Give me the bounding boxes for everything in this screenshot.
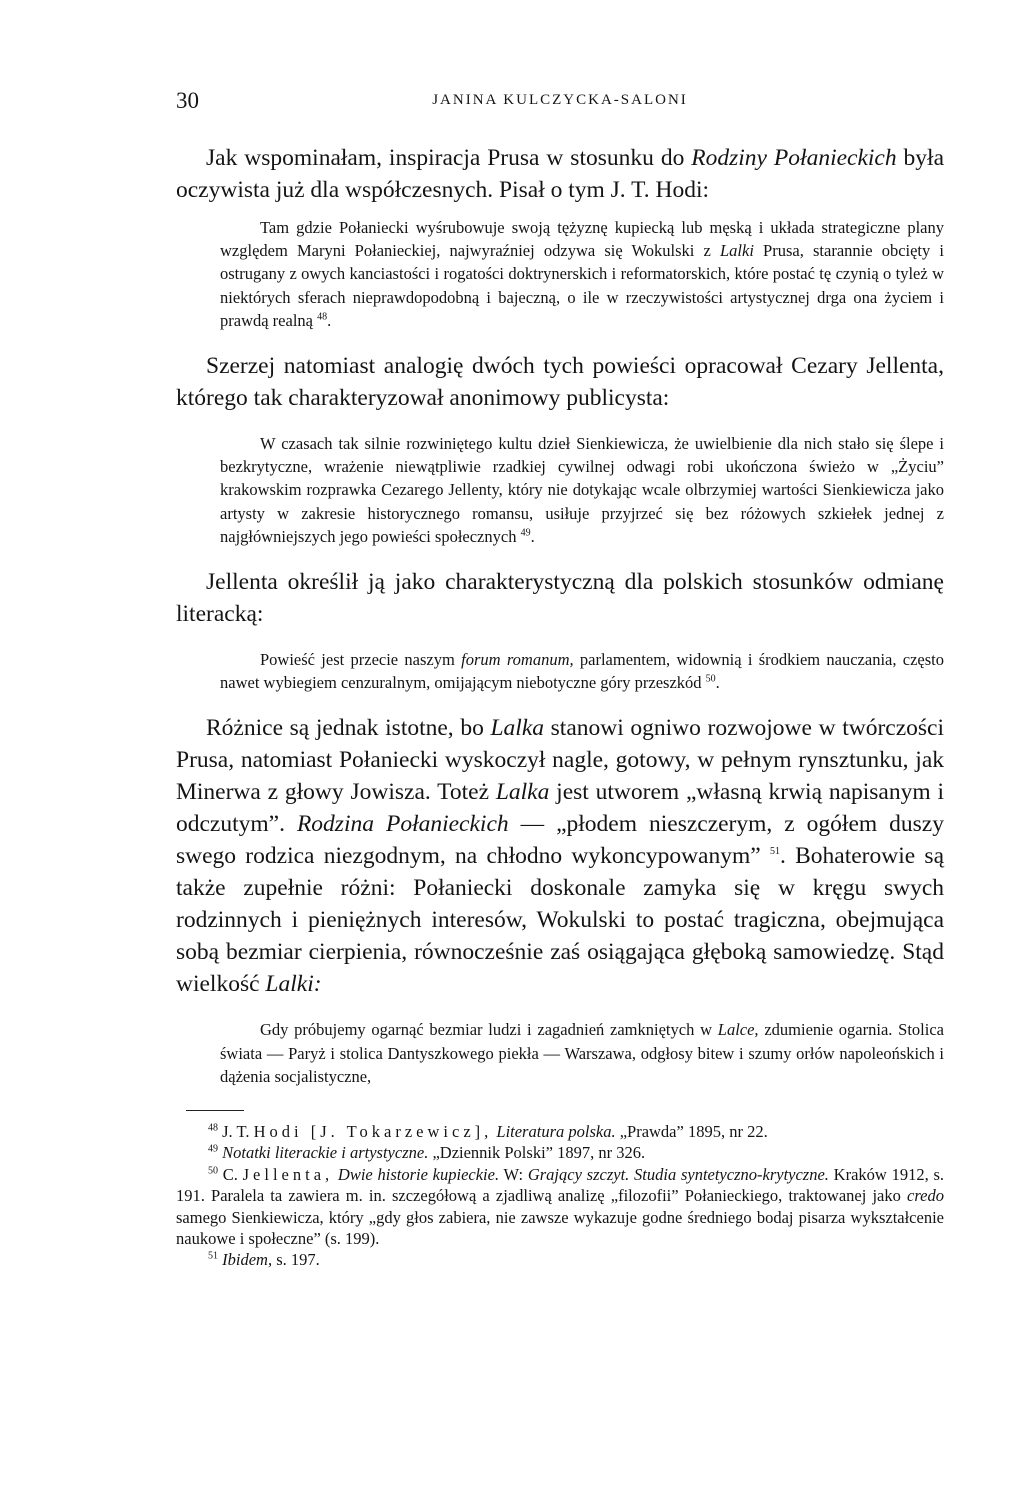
text-run: — „płodem nieszczerym, z ogółem duszy swego rodzica niezgodnym, na chłodno wykoncypowanym” [176, 811, 944, 870]
title-lalki: Lalki: [265, 971, 322, 998]
block-quote-3 [176, 648, 944, 694]
term-forum-romanum: forum romanum, [461, 650, 574, 670]
text-run: Tam gdzie Połaniecki wyśrubowuje swoją tężyznę kupiecką lub męską i układa strategiczne plany względem Maryni Połanieckiej, najwyraźniej odzywa się Wokulski z [220, 218, 944, 261]
footnotes [176, 1110, 944, 1271]
title-lalce: Lalce, [717, 1020, 759, 1040]
footnote-51 [176, 1249, 944, 1270]
text-run: . [715, 673, 720, 693]
block-quote-2 [176, 432, 944, 548]
title-lalki: Lalki [719, 241, 754, 261]
footnote-number: 51 [208, 1250, 218, 1262]
paragraph-2: Szerzej natomiast analogię dwóch tych powieści opracował Cezary Jellenta, którego tak charakteryzował anonimowy publicysta: [176, 353, 944, 412]
text-run: C. [218, 1164, 243, 1184]
block-quote-4 [176, 1018, 944, 1088]
page-number: 30 [176, 88, 199, 113]
footnote-ref-51[interactable]: 51 [769, 846, 780, 858]
work-title: Grający szczyt. Studia syntetyczno-krytyczne. [527, 1164, 829, 1184]
text-run: Gdy próbujemy ogarnąć bezmiar ludzi i zagadnień zamkniętych w [260, 1020, 718, 1040]
text-run: Różnice są jednak istotne, bo [206, 715, 491, 742]
text-run: Jak wspominałam, inspiracja Prusa w stosunku do [206, 145, 692, 171]
text-run: jest utworem „własną krwią napisanym i odczutym”. [176, 779, 944, 838]
term-credo: credo [907, 1186, 944, 1206]
text-run: stanowi ogniwo rozwojowe w twórczości Prusa, natomiast Połaniecki wyskoczył nagle, gotowy, w pełnym rynsztunku, jak Minerwa z głowy Jowisza. Toteż [176, 715, 944, 806]
title-rodzina: Rodzina Połanieckich [296, 811, 509, 838]
author-name: Jellenta, [242, 1164, 334, 1184]
paragraph-3: Jellenta określił ją jako charakterystyczną dla polskich stosunków odmianę literacką: [176, 569, 944, 628]
text-run: „Prawda” 1895, nr 22. [615, 1122, 768, 1141]
work-title: Literatura polska. [492, 1122, 616, 1141]
text-run: była oczywista już dla współczesnych. Pisał o tym J. T. Hodi: [176, 145, 945, 203]
text-run: J. T. [218, 1122, 254, 1141]
paragraph-4 [176, 712, 944, 1000]
page-header [176, 88, 944, 120]
text-run: parlamentem, widownią i środkiem nauczania, często nawet wybiegiem cenzuralnym, omijającym niebotyczne góry przeszkód [220, 650, 945, 693]
main-text [176, 142, 944, 1088]
text-run: samego Sienkiewicza, który „gdy głos zabiera, nie zawsze wykazuje godne średniego bodaj pisarza wykształcenie naukowe i społeczne” (s. 199). [176, 1207, 944, 1249]
title-lalka: Lalka [495, 779, 550, 806]
footnote-ref-50[interactable]: 50 [705, 673, 716, 685]
title-lalka: Lalka [490, 715, 544, 742]
footnote-number: 50 [208, 1165, 218, 1177]
work-title: Dwie historie kupieckie. [333, 1164, 500, 1184]
text-run: W czasach tak silnie rozwiniętego kultu dzieł Sienkiewicza, że uwielbienie dla nich stało się ślepe i bezkrytyczne, wrażenie niewątpliwie rzadkiej cywilnej odwagi robi ukończona świeżo w „Życiu” krakowskim rozprawka Cezarego Jellenty, który nie dotykając wcale olbrzymiej wartości Sienkiewicza jako artysty w zakresie historycznego romansu, usiłuje przyjrzeć się bez różowych szkiełek jednej z najgłówniejszych jego powieści społecznych [220, 434, 944, 546]
text-run: s. 197. [272, 1250, 320, 1270]
title-rodzina: Rodziny Połanieckich [691, 145, 897, 171]
work-title: Notatki literackie i artystyczne. [218, 1143, 429, 1163]
author-name: Hodi [J. Tokarzewicz], [253, 1122, 493, 1141]
text-run: „Dziennik Polski” 1897, nr 326. [428, 1143, 646, 1163]
text-run: . [530, 526, 535, 546]
footnote-ref-49[interactable]: 49 [520, 527, 531, 539]
text-run: Powieść jest przecie naszym [260, 650, 462, 670]
text-run: Prusa, starannie obcięty i ostrugany z owych kanciastości i rogatości doktrynerskich i reformatorskich, które postać tę czynią o tyleż w niektórych sferach nieprawdopodobną i bajeczną, o ile w rzeczywistości artystycznej drga ona życiem i prawdą realną [220, 241, 945, 330]
text-run: . [327, 310, 332, 330]
text-run: Kraków 1912, s. 191. Paralela ta zawiera m. in. szczegółową a zjadliwą analizę „filozofii” Połanieckiego, traktowanej jako [176, 1164, 944, 1206]
footnote-divider [186, 1110, 244, 1111]
paragraph-1 [176, 142, 944, 206]
footnote-ref-48[interactable]: 48 [317, 311, 328, 323]
footnote-50 [176, 1164, 944, 1250]
work-title: Ibidem, [218, 1250, 273, 1270]
running-head: JANINA KULCZYCKA-SALONI [432, 92, 688, 108]
block-quote-1 [176, 216, 944, 332]
footnote-number: 48 [208, 1122, 218, 1134]
footnote-49 [176, 1142, 944, 1163]
text-run: W: [499, 1164, 528, 1184]
text-run: . Bohaterowie są także zupełnie różni: Połaniecki doskonale zamyka się w kręgu swych rodzinnych i pieniężnych interesów, Wokulski to postać tragiczna, obejmująca sobą bezmiar cierpienia, równocześnie zaś osiągająca głęboką samowiedzę. Stąd wielkość [176, 843, 944, 998]
text-run: zdumienie ogarnia. Stolica świata — Paryż i stolica Dantyszkowego piekła — Warszawa, odgłosy bitew i szumy orłów napoleońskich i dążenia socjalistyczne, [220, 1020, 944, 1086]
footnote-48 [176, 1121, 944, 1142]
footnote-number: 49 [208, 1143, 218, 1155]
